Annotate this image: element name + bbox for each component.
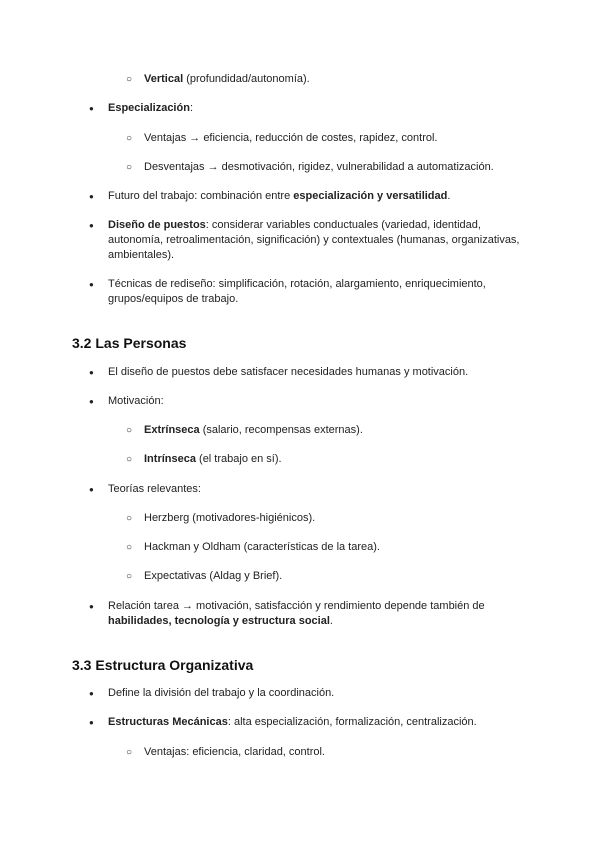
list-item-diseno bbox=[108, 218, 538, 263]
list-item-desventajas: ○ Desventajas → desmotivación, rigidez, vulnerabilidad a automatización. bbox=[144, 160, 544, 175]
section-heading-estructura: 3.3 Estructura Organizativa bbox=[72, 657, 254, 673]
item-text: : bbox=[189, 102, 193, 114]
bold-term: habilidades, tecnología y estructura social bbox=[108, 615, 330, 627]
list-item-intrinseca bbox=[144, 452, 544, 467]
list-item-vertical bbox=[144, 72, 544, 87]
bold-term: Extrínseca bbox=[144, 424, 200, 436]
list-item-ventajas: ○ Ventajas → eficiencia, reducción de costes, rapidez, control. bbox=[144, 131, 544, 146]
item-text: (salario, recompensas externas). bbox=[199, 424, 363, 436]
bold-term: Vertical bbox=[144, 73, 184, 85]
list-item-diseno-necesidades: ● El diseño de puestos debe satisfacer necesidades humanas y motivación. bbox=[108, 365, 538, 380]
list-item-futuro bbox=[108, 189, 538, 204]
section-heading-personas: 3.2 Las Personas bbox=[72, 335, 187, 351]
list-item-motivacion: ● Motivación: bbox=[108, 394, 538, 409]
list-item-mecanicas bbox=[108, 715, 538, 730]
list-item-ventajas-mecanicas: ○ Ventajas: eficiencia, claridad, control. bbox=[144, 745, 544, 760]
item-text: (el trabajo en sí). bbox=[195, 453, 282, 465]
list-item-teorias: ● Teorías relevantes: bbox=[108, 482, 538, 497]
list-item-herzberg: ○ Herzberg (motivadores-higiénicos). bbox=[144, 511, 544, 526]
list-item-especializacion bbox=[108, 101, 538, 116]
item-text: : alta especialización, formalización, centralización. bbox=[227, 716, 477, 728]
bold-term: especialización y versatilidad bbox=[293, 190, 448, 202]
list-item-relacion bbox=[108, 599, 538, 629]
item-text: : considerar variables conductuales (variedad, identidad, autonomía, retroalimentación, significación) y contextuales (humanas, organizativas, ambientales). bbox=[108, 219, 520, 261]
item-text: Futuro del trabajo: combinación entre bbox=[108, 190, 294, 202]
bold-term: Especialización bbox=[108, 102, 190, 114]
list-item-expectativas: ○ Expectativas (Aldag y Brief). bbox=[144, 569, 544, 584]
list-item-extrinseca bbox=[144, 423, 544, 438]
bold-term: Estructuras Mecánicas bbox=[108, 716, 228, 728]
item-text: Relación tarea → motivación, satisfacción y rendimiento depende también de bbox=[108, 600, 485, 612]
item-text: . bbox=[329, 615, 333, 627]
item-text: (profundidad/autonomía). bbox=[183, 73, 310, 85]
list-item-tecnicas: ● Técnicas de rediseño: simplificación, rotación, alargamiento, enriquecimiento, grupos/equipos de trabajo. bbox=[108, 277, 538, 307]
bold-term: Diseño de puestos bbox=[108, 219, 206, 231]
list-item-define: ● Define la división del trabajo y la coordinación. bbox=[108, 686, 538, 701]
item-text: . bbox=[447, 190, 451, 202]
bold-term: Intrínseca bbox=[144, 453, 196, 465]
list-item-hackman: ○ Hackman y Oldham (características de la tarea). bbox=[144, 540, 544, 555]
